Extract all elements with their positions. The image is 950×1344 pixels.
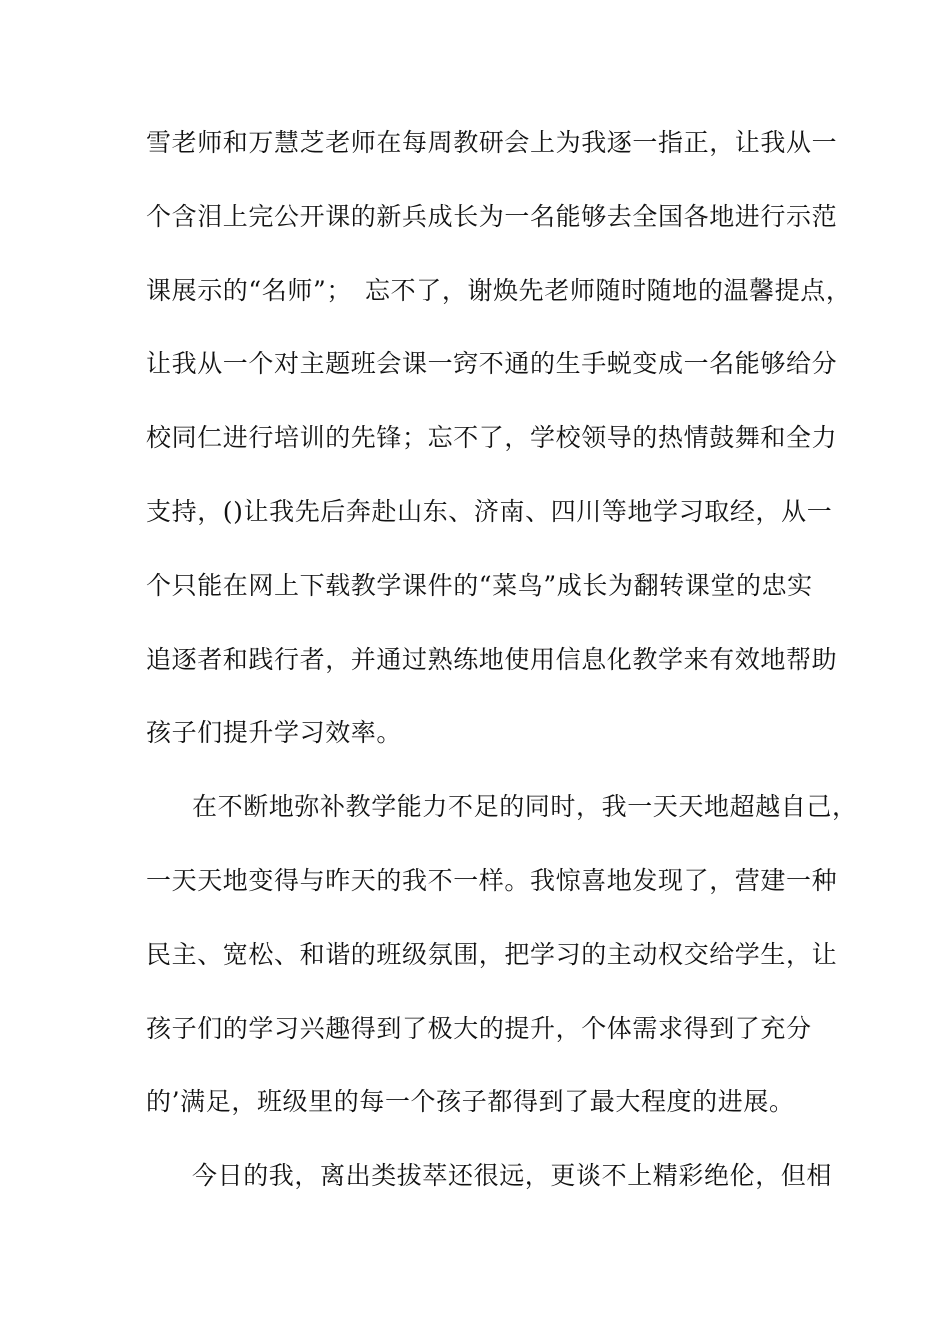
text-line-13: 孩子们的学习兴趣得到了极大的提升，个体需求得到了充分 (146, 1013, 812, 1043)
text-line-15: 今日的我，离出类拔萃还很远，更谈不上精彩绝伦，但相 (192, 1161, 833, 1191)
text-line-8: 追逐者和践行者，并通过熟练地使用信息化教学来有效地帮助 (146, 644, 838, 674)
text-line-5: 校同仁进行培训的先锋；忘不了，学校领导的热情鼓舞和全力 (146, 423, 838, 453)
text-line-12: 民主、宽松、和谐的班级氛围，把学习的主动权交给学生，让 (146, 939, 838, 969)
text-line-6: 支持，()让我先后奔赴山东、济南、四川等地学习取经，从一 (146, 496, 833, 526)
text-line-3: 课展示的“名师”； 忘不了，谢焕先老师随时随地的温馨提点， (146, 275, 852, 305)
text-line-2: 个含泪上完公开课的新兵成长为一名能够去全国各地进行示范 (146, 201, 838, 231)
body-text (146, 128, 858, 1235)
text-line-4: 让我从一个对主题班会课一窍不通的生手蜕变成一名能够给分 (146, 349, 838, 379)
text-line-1: 雪老师和万慧芝老师在每周教研会上为我逐一指正，让我从一 (146, 128, 838, 157)
text-line-10: 在不断地弥补教学能力不足的同时，我一天天地超越自己， (192, 792, 858, 822)
text-line-11: 一天天地变得与昨天的我不一样。我惊喜地发现了，营建一种 (146, 865, 838, 895)
text-line-14: 的’满足，班级里的每一个孩子都得到了最大程度的进展。 (146, 1087, 795, 1117)
text-line-9: 孩子们提升学习效率。 (146, 718, 403, 748)
text-line-7: 个只能在网上下载教学课件的“菜鸟”成长为翻转课堂的忠实 (146, 570, 813, 600)
